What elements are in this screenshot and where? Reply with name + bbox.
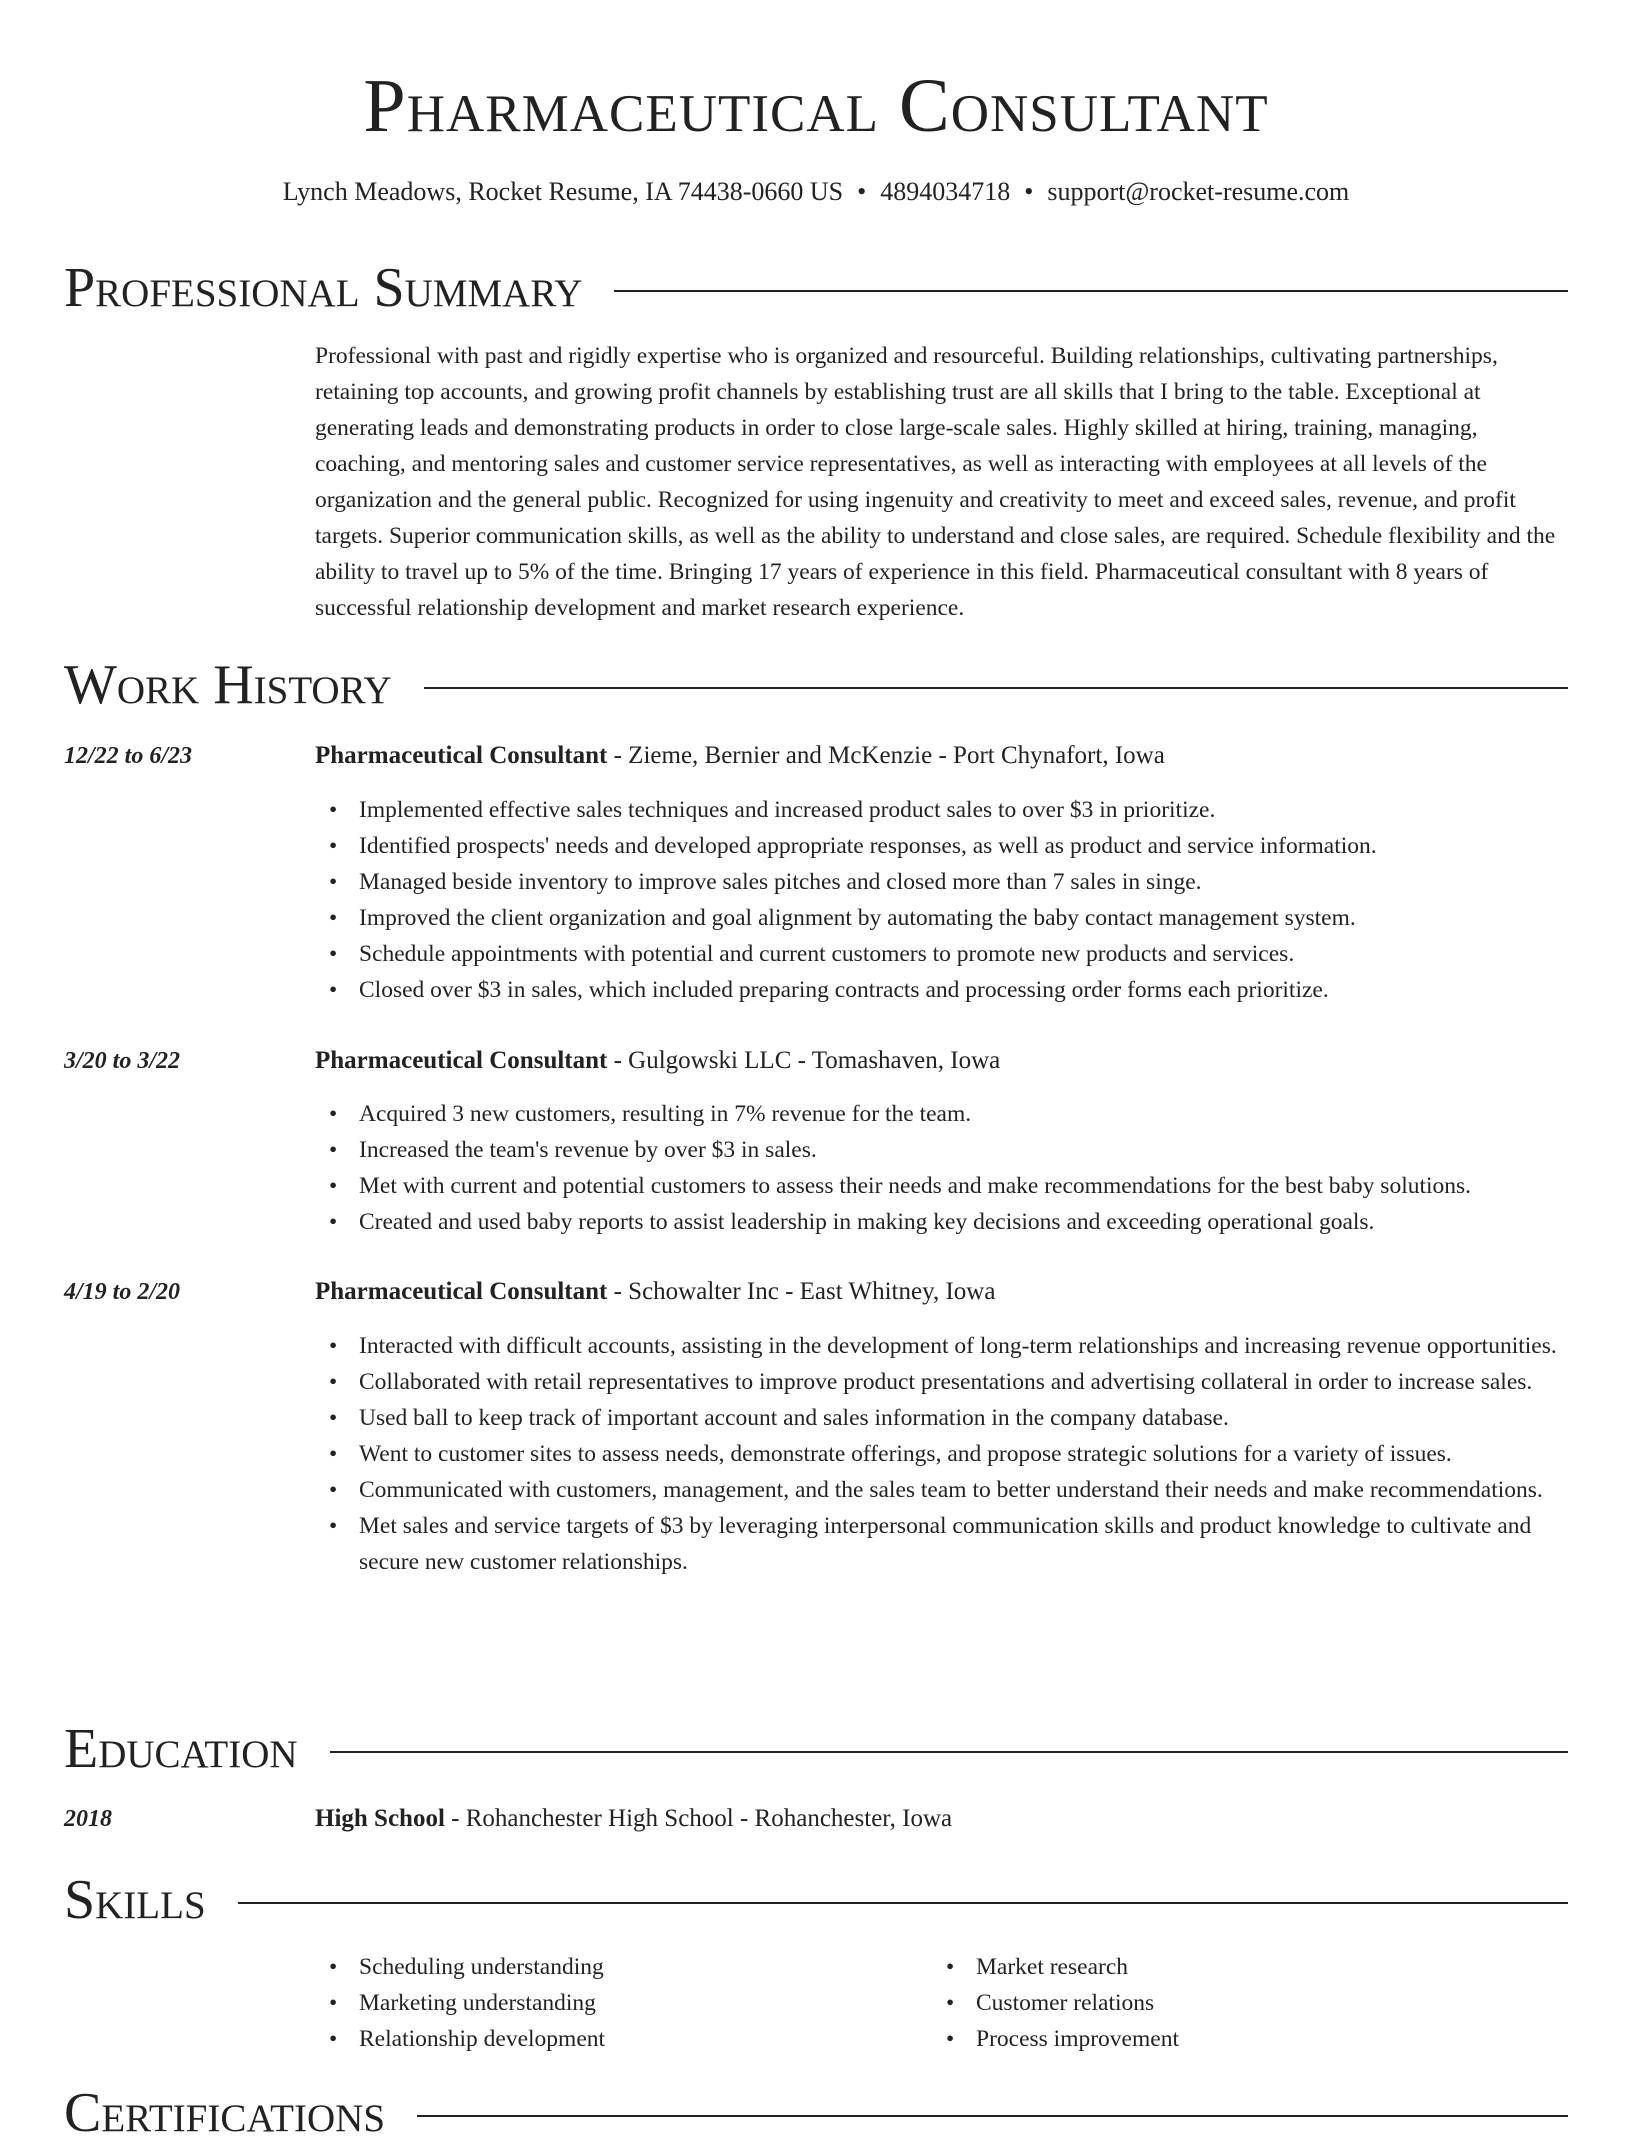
contact-line xyxy=(0,172,1632,212)
education-degree: High School xyxy=(315,1805,445,1832)
skill-item: • Process improvement xyxy=(976,2021,1492,2057)
contact-email: support@rocket-resume.com xyxy=(1047,177,1350,206)
job-role: Pharmaceutical Consultant xyxy=(315,742,608,769)
education-header xyxy=(315,1801,1570,1837)
section-header-work-history xyxy=(64,650,1568,720)
list-item: • Went to customer sites to assess needs, demonstrate offerings, and propose strategic solutions for a variety of issues. xyxy=(359,1436,1570,1472)
contact-separator: • xyxy=(1024,177,1034,206)
job-bullets xyxy=(315,1328,1570,1580)
job-bullets xyxy=(315,792,1570,1008)
list-item: • Used ball to keep track of important account and sales information in the company database. xyxy=(359,1400,1570,1436)
skill-item: • Market research xyxy=(976,1949,1492,1985)
list-item: • Increased the team's revenue by over $3 in sales. xyxy=(359,1132,1570,1168)
list-item: • Identified prospects' needs and developed appropriate responses, as well as product and service information. xyxy=(359,828,1570,864)
list-item: • Met sales and service targets of $3 by leveraging interpersonal communication skills and product knowledge to cultivate and secure new customer relationships. xyxy=(359,1508,1570,1580)
resume-name-title: Pharmaceutical Consultant xyxy=(363,64,1269,148)
summary-text: Professional with past and rigidly expertise who is organized and resourceful. Building relationships, cultivating partnerships, retaining top accounts, and growing profit channels by establishing trust are all skills that I bring to the table. Exceptional at generating leads and demonstrating products in order to close large-scale sales. Highly skilled at hiring, training, managing, coaching, and mentoring sales and customer service representatives, as well as interacting with employees at all levels of the organization and the general public. Recognized for using ingenuity and creativity to meet and exceed sales, revenue, and profit targets. Superior communication skills, as well as the ability to understand and close sales, are required. Schedule flexibility and the ability to travel up to 5% of the time. Bringing 17 years of experience in this field. Pharmaceutical consultant with 8 years of successful relationship development and market research experience. xyxy=(315,343,1556,621)
job-dates: 3/20 to 3/22 xyxy=(64,1048,181,1074)
section-divider xyxy=(614,290,1568,292)
list-item: • Implemented effective sales techniques and increased product sales to over $3 in prioritize. xyxy=(359,792,1570,828)
contact-address: Lynch Meadows, Rocket Resume, IA 74438-0660 US xyxy=(282,177,844,206)
list-item: • Communicated with customers, management, and the sales team to better understand their needs and make recommendations. xyxy=(359,1472,1570,1508)
section-title: Work History xyxy=(64,654,392,716)
section-title: Professional Summary xyxy=(64,257,583,319)
job-dates: 4/19 to 2/20 xyxy=(64,1279,181,1305)
list-item: • Managed beside inventory to improve sales pitches and closed more than 7 sales in singe. xyxy=(359,864,1570,900)
skills-list-right xyxy=(932,1949,1492,2057)
education-details: - Rohanchester High School - Rohanchester, Iowa xyxy=(444,1805,953,1832)
list-item: • Improved the client organization and goal alignment by automating the baby contact management system. xyxy=(359,900,1570,936)
list-item: • Schedule appointments with potential and current customers to promote new products and services. xyxy=(359,936,1570,972)
skill-item: • Relationship development xyxy=(359,2021,875,2057)
section-title: Certifications xyxy=(64,2082,386,2144)
list-item: • Met with current and potential customers to assess their needs and make recommendations for the best baby solutions. xyxy=(359,1168,1570,1204)
contact-separator: • xyxy=(857,177,867,206)
section-divider xyxy=(330,1751,1568,1753)
job-header xyxy=(315,1274,1570,1310)
section-title: Skills xyxy=(64,1869,206,1931)
list-item: • Acquired 3 new customers, resulting in 7% revenue for the team. xyxy=(359,1096,1570,1132)
job-details: - Schowalter Inc - East Whitney, Iowa xyxy=(607,1278,996,1305)
contact-phone: 4894034718 xyxy=(880,177,1011,206)
job-header xyxy=(315,738,1570,774)
section-divider xyxy=(417,2115,1568,2117)
skill-item: • Marketing understanding xyxy=(359,1985,875,2021)
job-details: - Gulgowski LLC - Tomashaven, Iowa xyxy=(607,1047,1001,1074)
job-details: - Zieme, Bernier and McKenzie - Port Chynafort, Iowa xyxy=(607,742,1165,769)
job-role: Pharmaceutical Consultant xyxy=(315,1047,608,1074)
section-header-skills xyxy=(64,1865,1568,1935)
section-title: Education xyxy=(64,1718,298,1780)
section-header-summary xyxy=(64,253,1568,323)
list-item: • Collaborated with retail representatives to improve product presentations and advertising collateral in order to increase sales. xyxy=(359,1364,1570,1400)
list-item: • Created and used baby reports to assist leadership in making key decisions and exceeding operational goals. xyxy=(359,1204,1570,1240)
skill-item: • Scheduling understanding xyxy=(359,1949,875,1985)
section-divider xyxy=(238,1902,1568,1904)
job-role: Pharmaceutical Consultant xyxy=(315,1278,608,1305)
section-header-certifications xyxy=(64,2078,1568,2148)
section-divider xyxy=(424,687,1568,689)
skill-item: • Customer relations xyxy=(976,1985,1492,2021)
education-year: 2018 xyxy=(64,1806,112,1832)
job-bullets xyxy=(315,1096,1570,1240)
job-header xyxy=(315,1043,1570,1079)
list-item: • Closed over $3 in sales, which included preparing contracts and processing order forms each prioritize. xyxy=(359,972,1570,1008)
list-item: • Interacted with difficult accounts, assisting in the development of long-term relationships and increasing revenue opportunities. xyxy=(359,1328,1570,1364)
section-header-education xyxy=(64,1714,1568,1784)
skills-list-left xyxy=(315,1949,875,2057)
job-dates: 12/22 to 6/23 xyxy=(64,743,193,769)
